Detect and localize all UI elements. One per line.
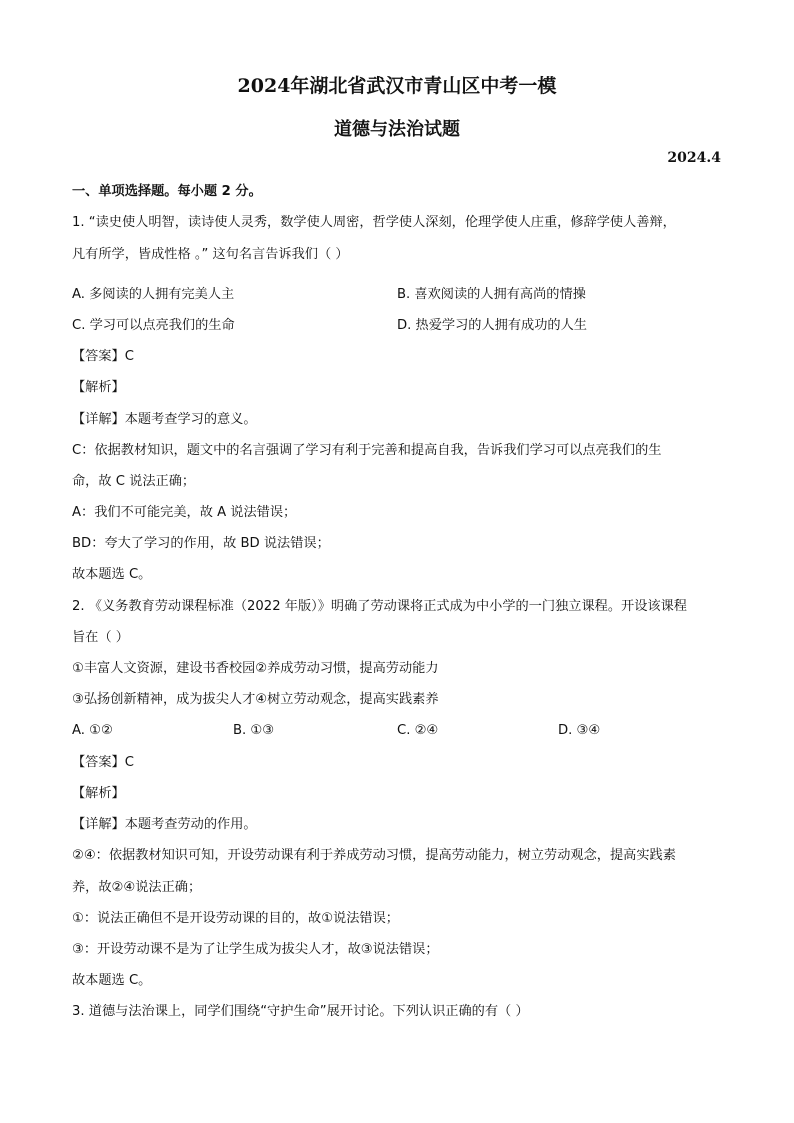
- explanation-line: 养，故②④说法正确；: [72, 880, 202, 895]
- question-stem: 3. 道德与法治课上，同学们围绕“守护生命”展开讨论。下列认识正确的有（ ）: [72, 1004, 529, 1019]
- question-stem: 2. 《义务教育劳动课程标准（2022 年版）》明确了劳动课将正式成为中小学的一门独立课程。开设该课程: [72, 599, 687, 614]
- exam-subtitle: 道德与法治试题: [334, 119, 460, 140]
- statement-line: ①丰富人文资源，建设书香校园②养成劳动习惯，提高劳动能力: [72, 661, 439, 676]
- option-c: C. ②④: [397, 723, 439, 738]
- exam-date: 2024.4: [667, 150, 721, 166]
- explanation-line: ①：说法正确但不是开设劳动课的目的，故①说法错误；: [72, 911, 399, 926]
- option-b: B. ①③: [233, 723, 275, 738]
- question-stem: 旨在（ ）: [72, 630, 129, 645]
- conclusion: 故本题选 C。: [72, 973, 152, 988]
- conclusion: 故本题选 C。: [72, 567, 152, 582]
- explanation-line: C：依据教材知识，题文中的名言强调了学习有利于完善和提高自我，告诉我们学习可以点亮我们的生: [72, 443, 662, 458]
- explanation-line: BD：夸大了学习的作用，故 BD 说法错误；: [72, 536, 330, 551]
- detail-line: 【详解】本题考查学习的意义。: [72, 412, 257, 427]
- explanation-line: ②④：依据教材知识可知，开设劳动课有利于养成劳动习惯，提高劳动能力，树立劳动观念，提高实践素: [72, 848, 676, 863]
- section-heading: 一、单项选择题。每小题 2 分。: [72, 184, 262, 199]
- statement-line: ③弘扬创新精神，成为拔尖人才④树立劳动观念，提高实践素养: [72, 692, 439, 707]
- detail-line: 【详解】本题考查劳动的作用。: [72, 817, 257, 832]
- analysis-label: 【解析】: [72, 380, 125, 395]
- option-d: D. 热爱学习的人拥有成功的人生: [397, 318, 587, 333]
- option-a: A. 多阅读的人拥有完美人主: [72, 287, 235, 302]
- exam-title: 2024年湖北省武汉市青山区中考一模: [237, 75, 557, 97]
- explanation-line: ③：开设劳动课不是为了让学生成为拔尖人才，故③说法错误；: [72, 942, 439, 957]
- answer: 【答案】C: [72, 349, 134, 364]
- question-stem: 1. “读史使人明智，读诗使人灵秀，数学使人周密，哲学使人深刻，伦理学使人庄重，修辞学使人善辩，: [72, 215, 676, 230]
- question-stem: 凡有所学，皆成性格 。” 这句名言告诉我们（ ）: [72, 247, 349, 262]
- option-d: D. ③④: [558, 723, 601, 738]
- explanation-line: A：我们不可能完美，故 A 说法错误；: [72, 505, 297, 520]
- option-b: B. 喜欢阅读的人拥有高尚的情操: [397, 287, 586, 302]
- explanation-line: 命，故 C 说法正确；: [72, 474, 196, 489]
- answer: 【答案】C: [72, 755, 134, 770]
- option-c: C. 学习可以点亮我们的生命: [72, 318, 235, 333]
- option-a: A. ①②: [72, 723, 113, 738]
- analysis-label: 【解析】: [72, 786, 125, 801]
